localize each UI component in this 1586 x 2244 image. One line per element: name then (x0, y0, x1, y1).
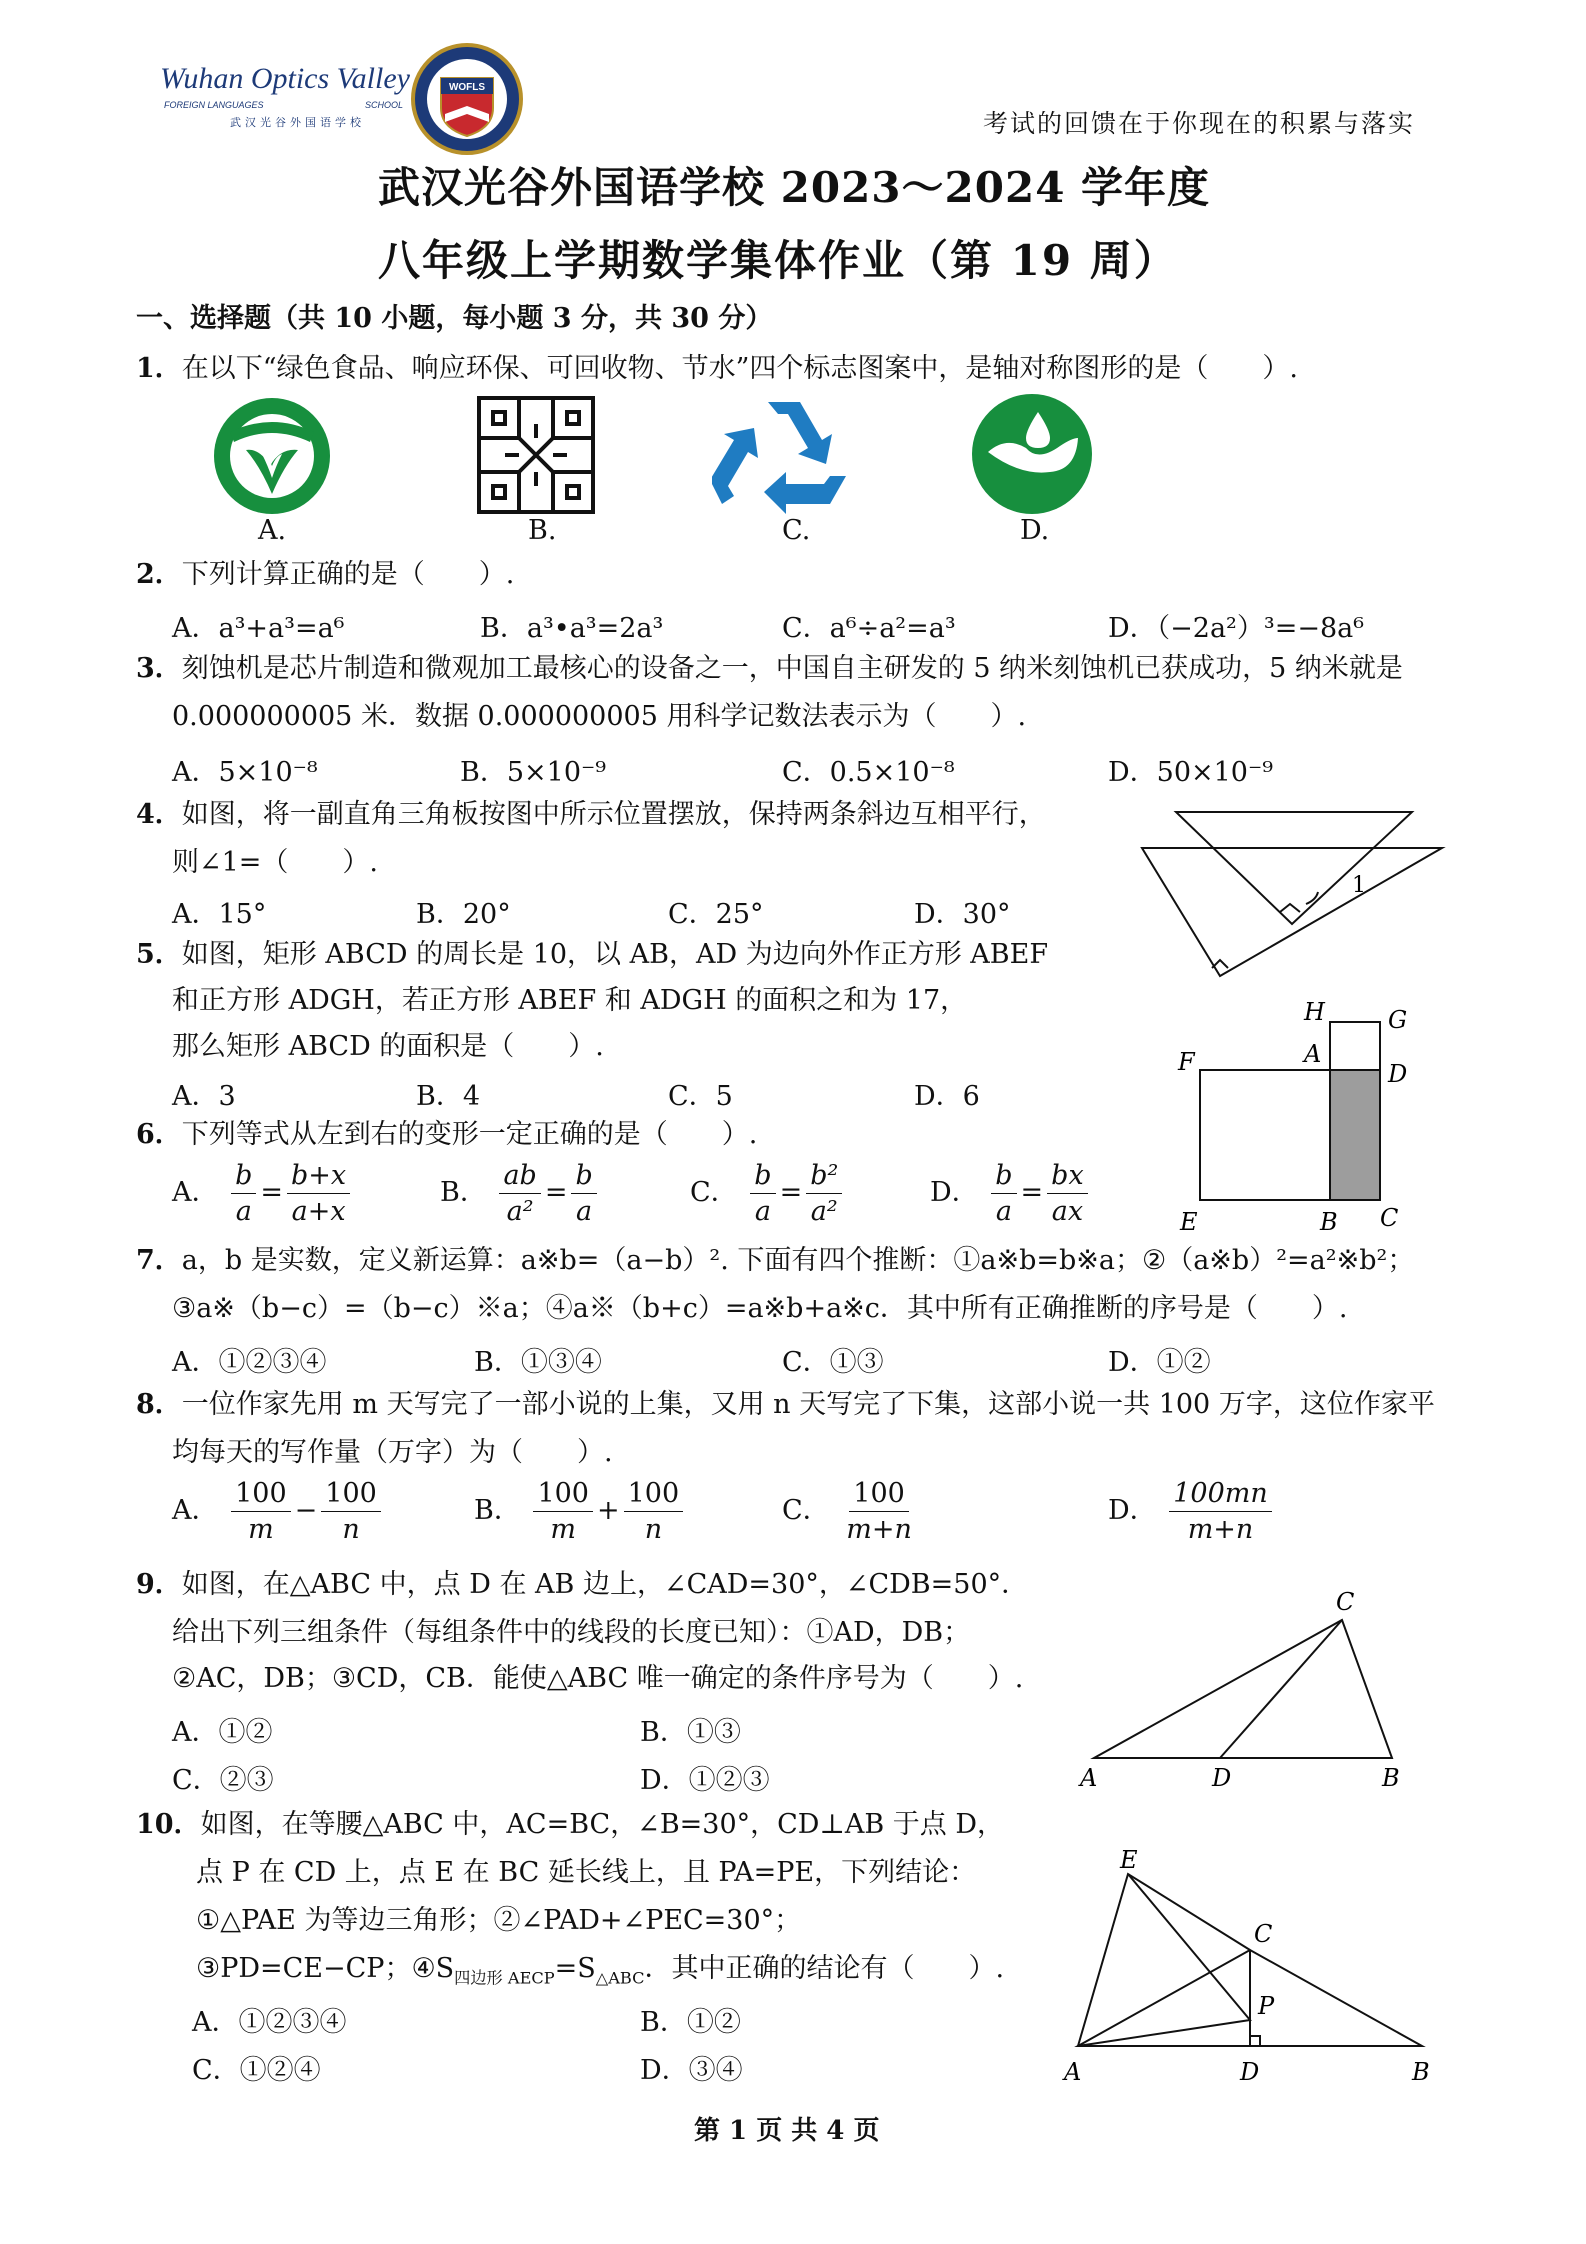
q5-label-d: D (1388, 1060, 1408, 1088)
q10-option-a: A．①②③④ (192, 2007, 347, 2038)
q2-option-a: A．a³+a³=a⁶ (172, 613, 345, 644)
q9-label-b: B (1382, 1764, 1400, 1792)
q5 (136, 938, 1048, 972)
q8-a-bd: n (342, 1514, 360, 1546)
q5-label-f: F (1178, 1048, 1195, 1076)
q6-c-ld: a (754, 1196, 771, 1228)
q10-line4-b: =S (554, 1953, 596, 1984)
q4-option-a: A．15° (172, 899, 267, 930)
logo-sub2: SCHOOL (365, 100, 404, 110)
q5-line1: 如图，矩形 ABCD 的周长是 10，以 AB，AD 为边向外作正方形 ABEF (181, 939, 1049, 970)
q7 (136, 1244, 1414, 1278)
q8-option-a (172, 1476, 385, 1547)
q5-label-h: H (1304, 998, 1325, 1026)
q3 (136, 652, 1403, 686)
q9-option-b: B．①③ (640, 1717, 741, 1748)
q8-b-bd: n (644, 1514, 663, 1546)
q8-d-ad: m+n (1187, 1514, 1254, 1546)
q10-label-p: P (1258, 1992, 1275, 2020)
logo-title: Wuhan Optics Valley (160, 62, 410, 95)
q10-label-d: D (1240, 2058, 1260, 2086)
q5-option-b: B．4 (416, 1081, 481, 1112)
q10-option-c: C．①②④ (192, 2055, 321, 2086)
q3-line1: 刻蚀机是芯片制造和微观加工最核心的设备之一，中国自主研发的 5 纳米刻蚀机已获成功，5 纳米就是 (181, 653, 1403, 684)
q10-label-e: E (1120, 1846, 1138, 1874)
q7-line2: ③a※（b−c）=（b−c）※a；④a※（b+c）=a※b+a※c．其中所有正确推断的序号是（ ）. (172, 1293, 1348, 1324)
q6-b-letter: B． (440, 1177, 487, 1209)
motto: 考试的回馈在于你现在的积累与落实 (983, 109, 1416, 138)
green-food-icon (210, 394, 334, 518)
q8-a-letter: A． (172, 1495, 219, 1527)
q5-line2: 和正方形 ADGH，若正方形 ABEF 和 ADGH 的面积之和为 17， (172, 985, 968, 1016)
q8-d-an: 100mn (1169, 1476, 1272, 1512)
q1 (136, 352, 1298, 386)
q8-c-an: 100 (849, 1476, 909, 1512)
q10-line2: 点 P 在 CD 上，点 E 在 BC 延长线上，且 PA=PE，下列结论： (196, 1857, 977, 1888)
q1-label-c: C. (782, 515, 811, 546)
q2-number: 2． (136, 559, 182, 590)
q5-rectangle-figure (1170, 998, 1430, 1243)
q5-label-a: A (1304, 1040, 1322, 1068)
q10-line4-sub2: △ABC (595, 1968, 645, 1988)
q3-number: 3． (136, 653, 182, 684)
q6-a-ln: b (231, 1158, 256, 1194)
q6-c-ln: b (750, 1158, 775, 1194)
q8-a-bn: 100 (321, 1476, 381, 1512)
q10-line3: ①△PAE 为等边三角形；②∠PAD+∠PEC=30°； (196, 1905, 802, 1936)
q9-line1: 如图，在△ABC 中，点 D 在 AB 边上，∠CAD=30°，∠CDB=50°． (181, 1569, 1029, 1600)
q8-b-bn: 100 (624, 1476, 684, 1512)
q7-number: 7． (136, 1245, 182, 1276)
environment-icon (475, 394, 597, 516)
q6-a-rn: b+x (287, 1158, 350, 1194)
page-footer: 第 1 页 共 4 页 (694, 2116, 880, 2146)
q9-label-d: D (1212, 1764, 1232, 1792)
q10-line1: 如图，在等腰△ABC 中，AC=BC，∠B=30°，CD⊥AB 于点 D， (200, 1809, 1004, 1840)
q6-d-rn: bx (1047, 1158, 1088, 1194)
q1-label-d: D. (1020, 515, 1050, 546)
q9-option-c: C．②③ (172, 1765, 274, 1796)
q10-triangle-figure (1058, 1842, 1438, 2092)
section-heading: 一、选择题（共 10 小题，每小题 3 分，共 30 分） (136, 303, 773, 334)
q10-option-d: D．③④ (640, 2055, 743, 2086)
q4-line1: 如图，将一副直角三角板按图中所示位置摆放，保持两条斜边互相平行， (181, 799, 1046, 830)
q8-c-letter: C． (782, 1495, 830, 1527)
q3-option-d: D．50×10⁻⁹ (1108, 757, 1274, 788)
q8-b-letter: B． (474, 1495, 521, 1527)
q1-number: 1． (136, 353, 182, 384)
q6-option-a: A． $\frac{b}{a}$ = $\frac{b+x}{a+x}$ (172, 1158, 354, 1229)
q6 (136, 1118, 757, 1152)
q5-number: 5． (136, 939, 182, 970)
q6-b-rd: a (576, 1196, 593, 1228)
q9-number: 9． (136, 1569, 182, 1600)
q6-option-c: C． $\frac{b}{a}$ = $\frac{\text{b²}}{\text{a²}}$ (690, 1158, 846, 1229)
q5-label-b: B (1320, 1208, 1338, 1236)
q3-option-a: A．5×10⁻⁸ (172, 757, 318, 788)
q8-b-an: 100 (533, 1476, 593, 1512)
school-logo (160, 62, 420, 132)
q6-d-rd: ax (1051, 1196, 1084, 1228)
q4-option-c: C．25° (668, 899, 764, 930)
q5-label-e: E (1180, 1208, 1198, 1236)
q2-option-d: D．（−2a²）³=−8a⁶ (1108, 613, 1365, 644)
q8-c-ad: m+n (846, 1514, 912, 1546)
q9-label-c: C (1336, 1588, 1355, 1616)
q8-a-an: 100 (231, 1476, 291, 1512)
q9-line3: ②AC，DB；③CD，CB．能使△ABC 唯一确定的条件序号为（ ）. (172, 1663, 1024, 1694)
q10-label-a: A (1064, 2058, 1082, 2086)
logo-cn: 武汉光谷外国语学校 (230, 116, 365, 129)
q6-number: 6． (136, 1119, 182, 1150)
q6-d-ln: b (991, 1158, 1016, 1194)
school-crest-icon (410, 42, 524, 156)
q6-text: 下列等式从左到右的变形一定正确的是（ ）. (181, 1119, 758, 1150)
q8-line2: 均每天的写作量（万字）为（ ）. (172, 1437, 613, 1468)
q1-label-b: B. (528, 515, 557, 546)
q8-a-op: − (294, 1495, 318, 1527)
recycle-icon (712, 392, 856, 516)
q5-option-c: C．5 (668, 1081, 733, 1112)
q8-d-letter: D． (1108, 1495, 1157, 1527)
q4-number: 4． (136, 799, 182, 830)
q6-option-b: B． $\frac{ab}{\text{a²}}$ = $\frac{b}{a}$ (440, 1158, 601, 1229)
q5-option-d: D．6 (914, 1081, 980, 1112)
q9-option-d: D．①②③ (640, 1765, 770, 1796)
q1-label-a: A. (258, 515, 287, 546)
q4-triangles-figure (1130, 800, 1450, 980)
q4-angle-label: 1 (1352, 873, 1366, 898)
crest-text: WOFLS (448, 82, 486, 93)
q6-a-ld: a (235, 1196, 252, 1228)
q6-c-rd: a² (810, 1196, 838, 1228)
q8 (136, 1388, 1435, 1422)
water-saving-icon (968, 390, 1096, 518)
q8-number: 8． (136, 1389, 182, 1420)
logo-sub1: FOREIGN LANGUAGES (164, 100, 264, 110)
q5-label-c: C (1380, 1204, 1399, 1232)
q4-option-d: D．30° (914, 899, 1011, 930)
q10-line4 (196, 1952, 1004, 1989)
q6-c-rn: b² (806, 1158, 842, 1194)
q9-line2: 给出下列三组条件（每组条件中的线段的长度已知）：①AD，DB； (172, 1617, 971, 1648)
q6-b-ln: ab (499, 1158, 540, 1194)
q9-option-a: A．①② (172, 1717, 273, 1748)
q2-option-c: C．a⁶÷a²=a³ (782, 613, 956, 644)
q10-label-b: B (1412, 2058, 1430, 2086)
q2 (136, 558, 514, 592)
q6-a-letter: A． (172, 1177, 219, 1209)
q8-option-c (782, 1476, 920, 1547)
q10-line4-a: ③PD=CE−CP；④S (196, 1953, 455, 1984)
q10 (136, 1808, 1004, 1842)
q6-a-rd: a+x (291, 1196, 346, 1228)
q7-option-d: D．①② (1108, 1347, 1211, 1378)
q7-option-c: C．①③ (782, 1347, 884, 1378)
q2-option-b: B．a³•a³=2a³ (480, 613, 664, 644)
q3-option-b: B．5×10⁻⁹ (460, 757, 607, 788)
q8-line1: 一位作家先用 m 天写完了一部小说的上集，又用 n 天写完了下集，这部小说一共 100 万字，这位作家平 (181, 1389, 1435, 1420)
page-title: 武汉光谷外国语学校 2023～2024 学年度 (378, 163, 1211, 212)
q10-number: 10． (136, 1809, 201, 1840)
q10-label-c: C (1254, 1920, 1273, 1948)
q8-option-b (474, 1476, 687, 1547)
q7-line1: a，b 是实数，定义新运算：a※b=（a−b）². 下面有四个推断：①a※b=b※a；②（a※b）²=a²※b²； (181, 1245, 1415, 1276)
q8-b-ad: m (550, 1514, 577, 1546)
q2-text: 下列计算正确的是（ ）. (181, 559, 515, 590)
q3-line2: 0.000000005 米．数据 0.000000005 用科学记数法表示为（ ）. (172, 701, 1027, 732)
q6-b-rn: b (571, 1158, 596, 1194)
q5-line3: 那么矩形 ABCD 的面积是（ ）. (172, 1031, 604, 1062)
q9-label-a: A (1080, 1764, 1098, 1792)
q4-line2: 则∠1=（ ）. (172, 847, 379, 878)
q1-text: 在以下“绿色食品、响应环保、可回收物、节水”四个标志图案中，是轴对称图形的是（ ）. (181, 353, 1298, 384)
q5-label-g: G (1388, 1006, 1408, 1034)
q10-line4-c: ．其中正确的结论有（ ）. (644, 1953, 1005, 1984)
q5-option-a: A．3 (172, 1081, 236, 1112)
q10-option-b: B．①② (640, 2007, 741, 2038)
q8-b-op: + (596, 1495, 620, 1527)
q4 (136, 798, 1046, 832)
q6-option-d: D． $\frac{b}{a}$ = $\frac{bx}{ax}$ (930, 1158, 1092, 1229)
page-subtitle: 八年级上学期数学集体作业（第 19 周） (378, 236, 1178, 285)
q10-line4-sub: 四边形 AECP (454, 1968, 555, 1988)
q9-triangle-figure (1070, 1582, 1420, 1792)
q6-c-letter: C． (690, 1177, 738, 1209)
q6-d-letter: D． (930, 1177, 979, 1209)
q3-option-c: C．0.5×10⁻⁸ (782, 757, 955, 788)
q8-a-ad: m (248, 1514, 274, 1546)
q7-option-a: A．①②③④ (172, 1347, 327, 1378)
q6-b-ld: a² (506, 1196, 534, 1228)
q7-option-b: B．①③④ (474, 1347, 602, 1378)
q8-option-d (1108, 1476, 1276, 1547)
q9 (136, 1568, 1028, 1602)
q6-d-ld: a (995, 1196, 1012, 1228)
q4-option-b: B．20° (416, 899, 511, 930)
